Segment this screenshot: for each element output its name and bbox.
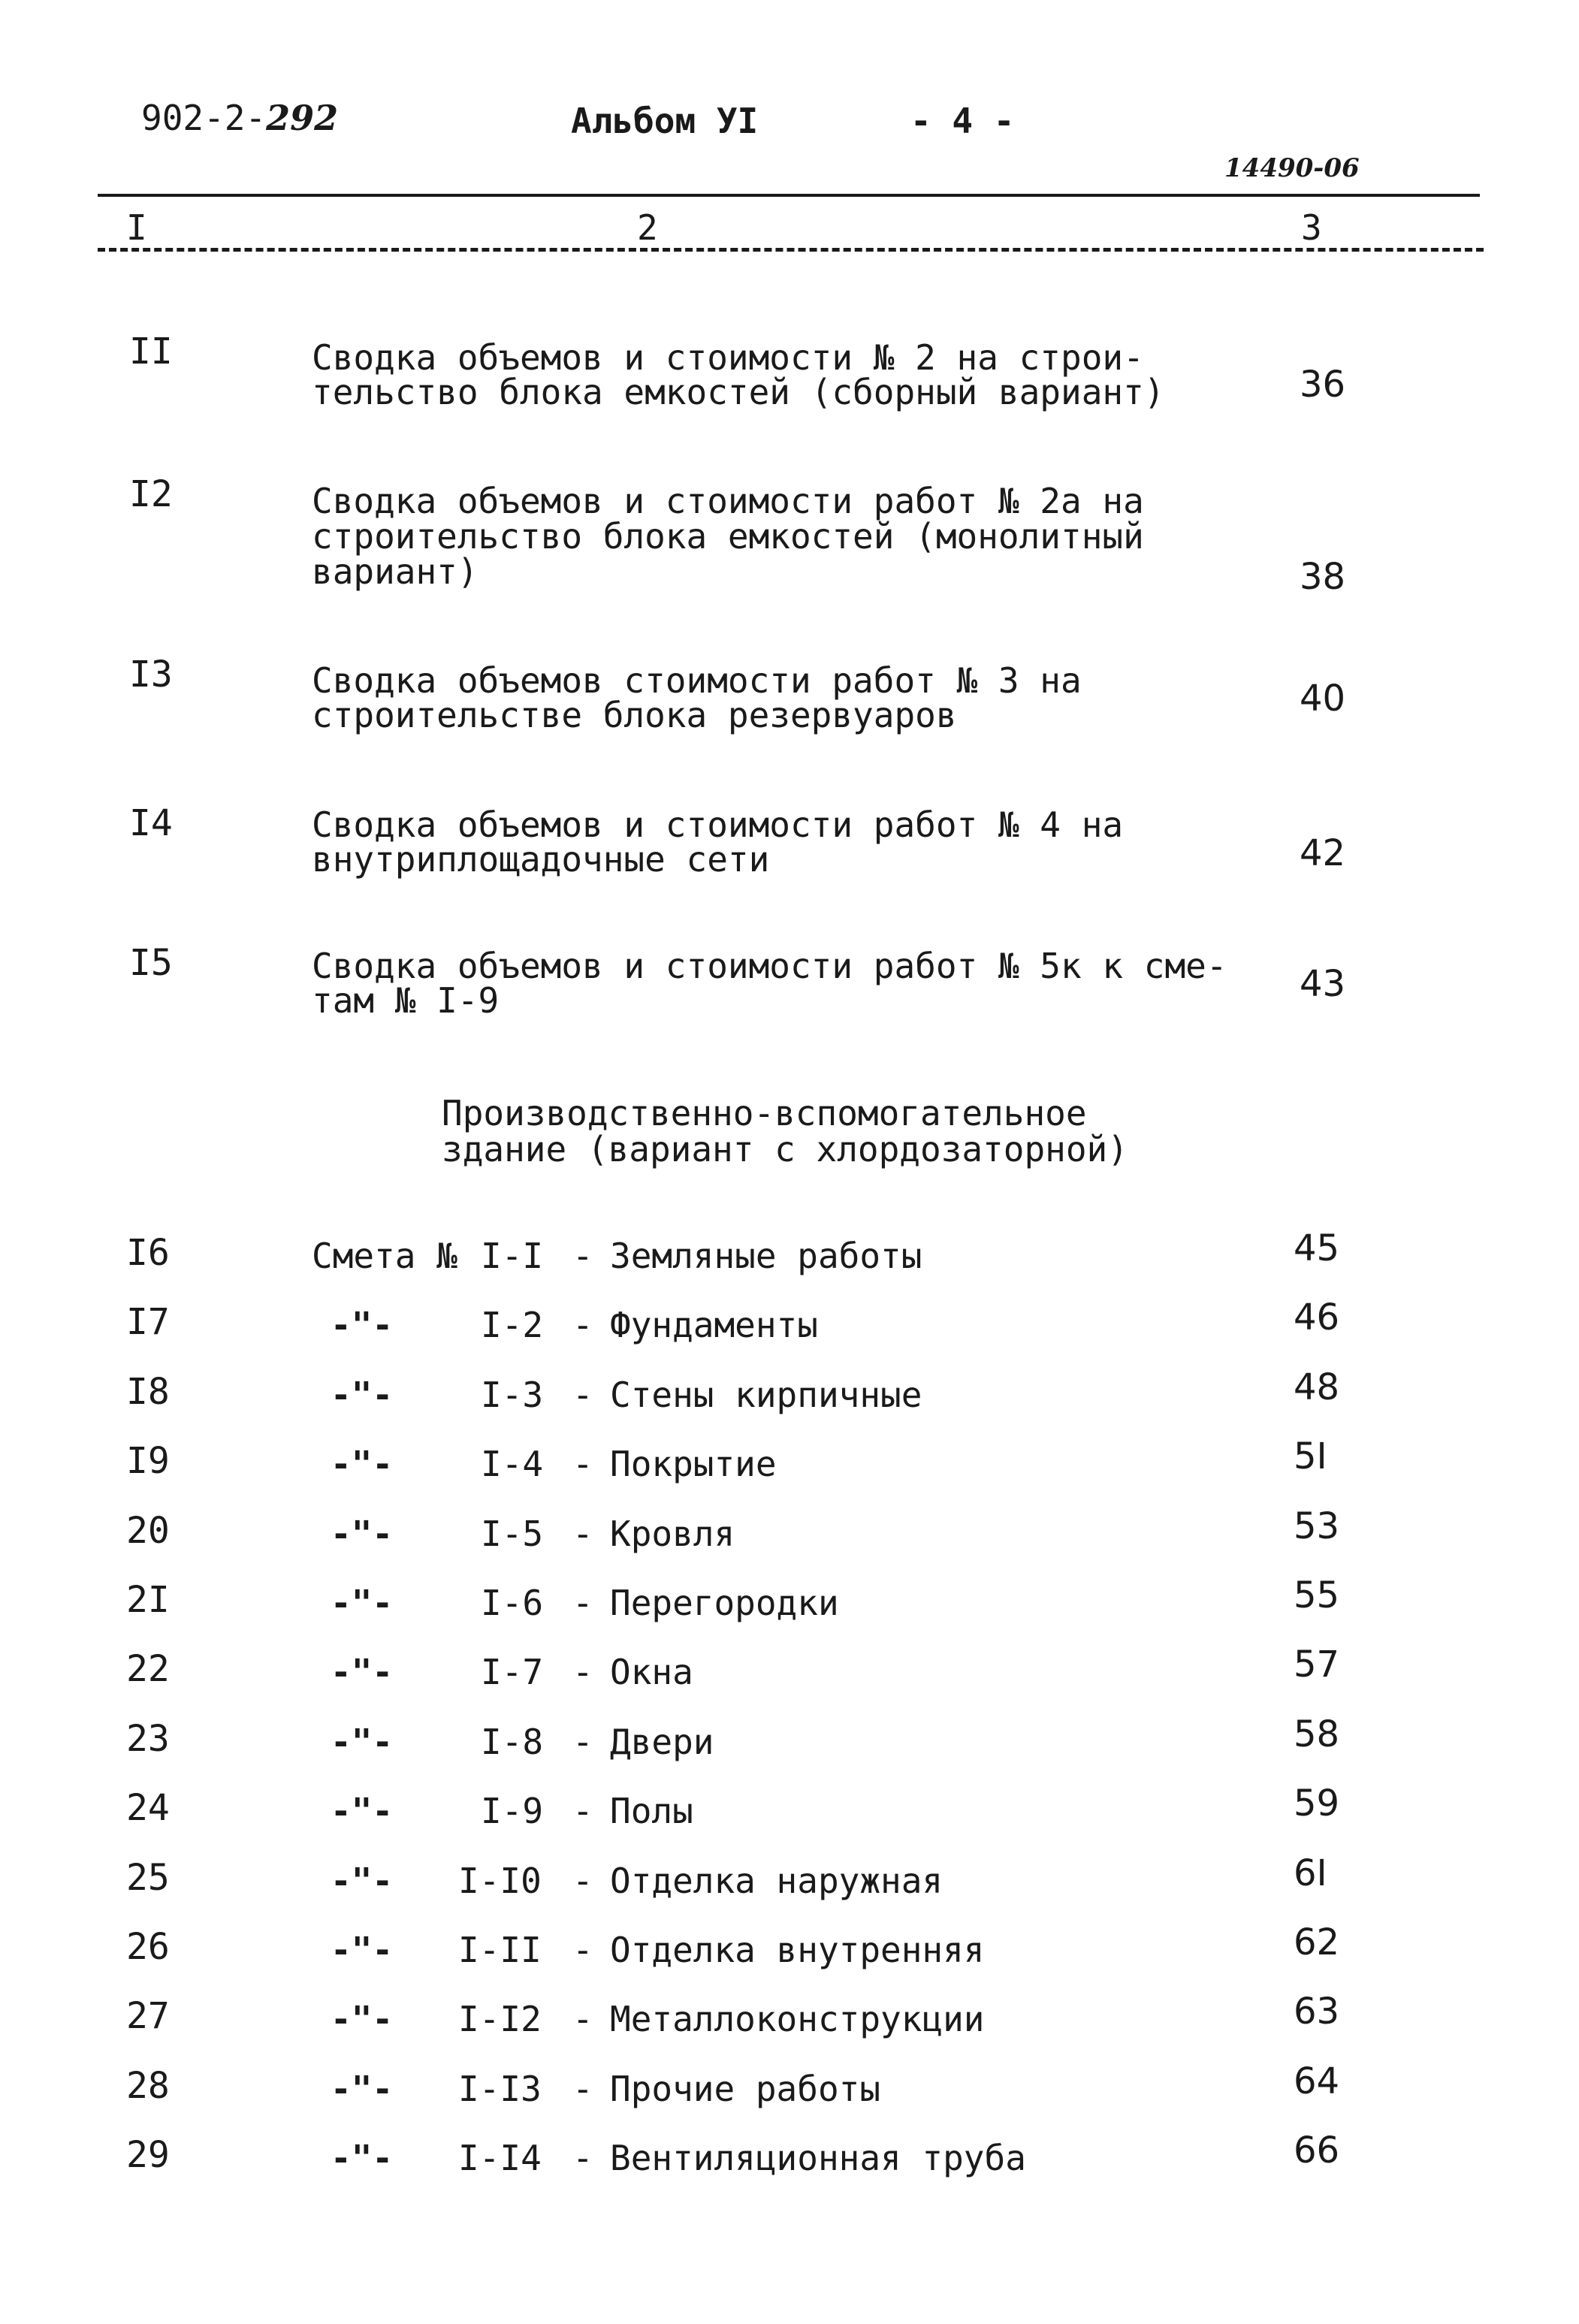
entry-page: 38 [1300,556,1346,598]
estimate-code: I-I3 [458,2069,542,2109]
estimate-title: Двери [610,1722,714,1762]
entry-number: II [129,330,173,373]
entry-number: 25 [126,1857,170,1899]
estimate-dash: - [572,1583,593,1623]
entry-number: I7 [126,1301,170,1343]
entry-page: 36 [1300,364,1346,406]
estimate-title: Кровля [610,1514,735,1554]
entry-page: 57 [1294,1643,1340,1686]
estimate-title: Отделка внутренняя [610,1930,985,1970]
entry-number: 29 [126,2134,170,2176]
column-1-label: I [126,207,147,248]
entry-number: 24 [126,1787,170,1829]
estimate-dash: - [572,1861,593,1901]
entry-text-line: Сводка объемов и стоимости № 2 на строи- [312,337,1144,378]
entry-number: I2 [129,473,173,515]
estimate-prefix: -"- [331,2138,394,2178]
estimate-dash: - [572,1236,593,1276]
entry-number: 28 [126,2065,170,2107]
entry-text-line: внутриплощадочные сети [312,839,770,880]
entry-text-line: Сводка объемов и стоимости работ № 4 на [312,804,1124,845]
estimate-dash: - [572,1722,593,1762]
entry-page: 42 [1300,832,1346,874]
estimate-dash: - [572,1652,593,1692]
entry-page: 40 [1300,678,1346,720]
entry-page: 55 [1294,1574,1340,1616]
estimate-prefix: -"- [331,1444,394,1484]
entry-text-line: там № I-9 [312,980,500,1021]
estimate-prefix: -"- [331,1305,394,1345]
estimate-title: Перегородки [610,1583,839,1623]
estimate-prefix: -"- [331,1375,394,1415]
entry-number: 23 [126,1718,170,1760]
estimate-dash: - [572,1305,593,1345]
estimate-dash: - [572,1375,593,1415]
estimate-prefix: -"- [331,1583,394,1623]
entry-number: 27 [126,1995,170,2037]
estimate-prefix: -"- [331,1652,394,1692]
estimate-dash: - [572,2069,593,2109]
estimate-dash: - [572,1444,593,1484]
entry-number: 22 [126,1648,170,1690]
entry-number: 20 [126,1510,170,1552]
estimate-code: I-I [481,1236,544,1276]
entry-page: 5I [1294,1435,1327,1477]
estimate-code: I-II [458,1930,542,1970]
entry-page: 46 [1294,1296,1340,1339]
estimate-code: I-I4 [458,2138,542,2178]
header-rule [98,194,1480,197]
estimate-title: Стены кирпичные [610,1375,922,1415]
entry-text-line: тельство блока емкостей (сборный вариант) [312,372,1165,412]
entry-page: 45 [1294,1227,1340,1269]
entry-number: I6 [126,1232,170,1274]
section-title-line-1: Производственно-вспомогательное [442,1093,1087,1133]
estimate-prefix: -"- [331,2069,394,2109]
estimate-title: Вентиляционная труба [610,2138,1026,2178]
estimate-prefix: -"- [331,1930,394,1970]
entry-number: I4 [129,802,173,844]
estimate-title: Земляные работы [610,1236,922,1276]
estimate-code: I-3 [481,1375,544,1415]
estimate-dash: - [572,1999,593,2039]
entry-number: I3 [129,653,173,696]
entry-page: 58 [1294,1713,1340,1755]
entry-text-line: Сводка объемов и стоимости работ № 2а на [312,481,1144,521]
estimate-title: Окна [610,1652,693,1692]
entry-number: 2I [126,1579,170,1621]
estimate-prefix: -"- [331,1514,394,1554]
estimate-code: I-9 [481,1791,544,1831]
entry-page: 6I [1294,1852,1327,1894]
entry-number: I8 [126,1371,170,1413]
entry-page: 63 [1294,1990,1340,2033]
page-number: - 4 - [910,101,1015,141]
entry-page: 64 [1294,2060,1340,2102]
section-title-line-2: здание (вариант с хлордозаторной) [442,1129,1128,1170]
estimate-code: I-6 [481,1583,544,1623]
inventory-number: 14490-06 [1224,153,1360,183]
column-rule [98,248,1484,252]
doc-code-handwritten: 292 [266,98,339,138]
entry-page: 59 [1294,1782,1340,1824]
estimate-dash: - [572,2138,593,2178]
estimate-code: I-7 [481,1652,544,1692]
estimate-title: Фундаменты [610,1305,818,1345]
entry-text-line: строительстве блока резервуаров [312,695,957,735]
estimate-title: Отделка наружная [610,1861,943,1901]
album-label: Альбом УI [571,101,759,141]
doc-code [141,98,338,138]
entry-page: 43 [1300,963,1346,1005]
entry-page: 48 [1294,1366,1340,1408]
estimate-code: I-2 [481,1305,544,1345]
entry-text-line: строительство блока емкостей (монолитный [312,516,1144,557]
estimate-code: I-8 [481,1722,544,1762]
entry-text-line: Сводка объемов и стоимости работ № 5к к сме- [312,946,1227,986]
estimate-code: I-I0 [458,1861,542,1901]
entry-number: 26 [126,1926,170,1968]
estimate-title: Полы [610,1791,693,1831]
estimate-prefix: -"- [331,1722,394,1762]
estimate-dash: - [572,1791,593,1831]
estimate-title: Металлоконструкции [610,1999,985,2039]
estimate-code: I-4 [481,1444,544,1484]
estimate-prefix: -"- [331,1791,394,1831]
estimate-prefix: Смета № [312,1236,457,1276]
estimate-dash: - [572,1514,593,1554]
column-3-label: 3 [1301,207,1322,248]
estimate-code: I-I2 [458,1999,542,2039]
doc-code-printed: 902-2- [141,98,267,138]
entry-number: I5 [129,942,173,984]
entry-page: 66 [1294,2129,1340,2172]
column-2-label: 2 [637,207,658,248]
entry-page: 62 [1294,1921,1340,1963]
estimate-code: I-5 [481,1514,544,1554]
estimate-dash: - [572,1930,593,1970]
entry-text-line: вариант) [312,551,479,592]
estimate-title: Покрытие [610,1444,777,1484]
estimate-prefix: -"- [331,1861,394,1901]
entry-text-line: Сводка объемов стоимости работ № 3 на [312,660,1082,701]
estimate-prefix: -"- [331,1999,394,2039]
estimate-title: Прочие работы [610,2069,881,2109]
entry-number: I9 [126,1440,170,1482]
entry-page: 53 [1294,1505,1340,1547]
